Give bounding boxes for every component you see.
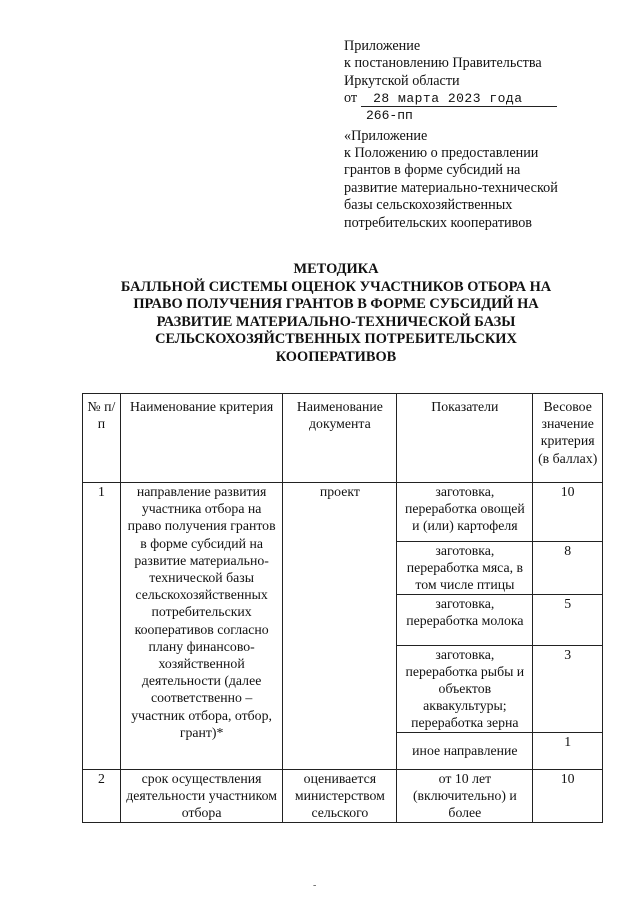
header-line-1: Приложение (344, 38, 421, 54)
title-line: СЕЛЬСКОХОЗЯЙСТВЕННЫХ ПОТРЕБИТЕЛЬСКИХ (155, 331, 517, 348)
indicator-cell: заготовка, переработка молока (397, 594, 533, 645)
indicator-cell: заготовка, переработка овощей и (или) картофеля (397, 483, 533, 542)
header-number: № п/п (83, 394, 121, 483)
document-title (100, 261, 572, 367)
criteria-table (82, 393, 603, 823)
page-mark: - (313, 880, 317, 891)
title-line: КООПЕРАТИВОВ (275, 348, 397, 365)
title-line: РАЗВИТИЕ МАТЕРИАЛЬНО-ТЕХНИЧЕСКОЙ БАЗЫ (156, 313, 516, 330)
sub-appendix-line: к Положению о предоставлении (344, 145, 539, 162)
score-cell: 5 (533, 594, 603, 645)
header-line-3: Иркутской области (344, 72, 460, 89)
header-indicators: Показатели (397, 394, 533, 483)
indicator-cell: заготовка, переработка рыбы и объектов аквакультуры; переработка зерна (397, 645, 533, 732)
indicator-cell: от 10 лет (включительно) и более (397, 769, 533, 822)
header-document: Наименование документа (283, 394, 397, 483)
document-cell: оценивается министерством сельского (283, 769, 397, 822)
row-number: 2 (83, 769, 121, 822)
score-cell: 3 (533, 645, 603, 732)
title-line: МЕТОДИКА (293, 261, 379, 277)
handwritten-date: 28 марта 2023 года (361, 92, 556, 107)
appendix-header (344, 38, 614, 232)
sub-appendix-line: потребительских кооперативов (344, 214, 533, 231)
criterion-cell: направление развития участника отбора на право получения грантов в форме субсидий на развитие материально-технической базы сельскохозяйственных потребительских кооперативов согласно плану финансово-хозяйственной деятельности (далее соответственно – участник отбора, отбор, грант)* (120, 483, 283, 770)
title-line: ПРАВО ПОЛУЧЕНИЯ ГРАНТОВ В ФОРМЕ СУБСИДИЙ НА (133, 296, 539, 313)
sub-appendix-line: «Приложение (344, 127, 428, 144)
table-header-row (83, 394, 603, 483)
sub-appendix-line: грантов в форме субсидий на (344, 162, 521, 179)
date-prefix: от (344, 90, 358, 107)
score-cell: 1 (533, 732, 603, 769)
sub-appendix-line: развитие материально-технической (344, 179, 558, 196)
header-weight: Весовое значение критерия (в баллах) (533, 394, 603, 483)
sub-appendix-line: базы сельскохозяйственных (344, 197, 513, 214)
indicator-cell: заготовка, переработка мяса, в том числе птицы (397, 542, 533, 595)
table-row (83, 483, 603, 542)
score-cell: 8 (533, 542, 603, 595)
header-criterion: Наименование критерия (120, 394, 283, 483)
row-number: 1 (83, 483, 121, 770)
table-row (83, 769, 603, 822)
score-cell: 10 (533, 483, 603, 542)
handwritten-number: 266-пп (366, 107, 413, 123)
title-line: БАЛЛЬНОЙ СИСТЕМЫ ОЦЕНОК УЧАСТНИКОВ ОТБОРА НА (120, 278, 552, 295)
criterion-cell: срок осуществления деятельности участником отбора (120, 769, 283, 822)
document-cell: проект (283, 483, 397, 770)
indicator-cell: иное направление (397, 732, 533, 769)
score-cell: 10 (533, 769, 603, 822)
date-line (344, 90, 614, 107)
header-line-2: к постановлению Правительства (344, 55, 542, 72)
sub-appendix (344, 128, 614, 232)
